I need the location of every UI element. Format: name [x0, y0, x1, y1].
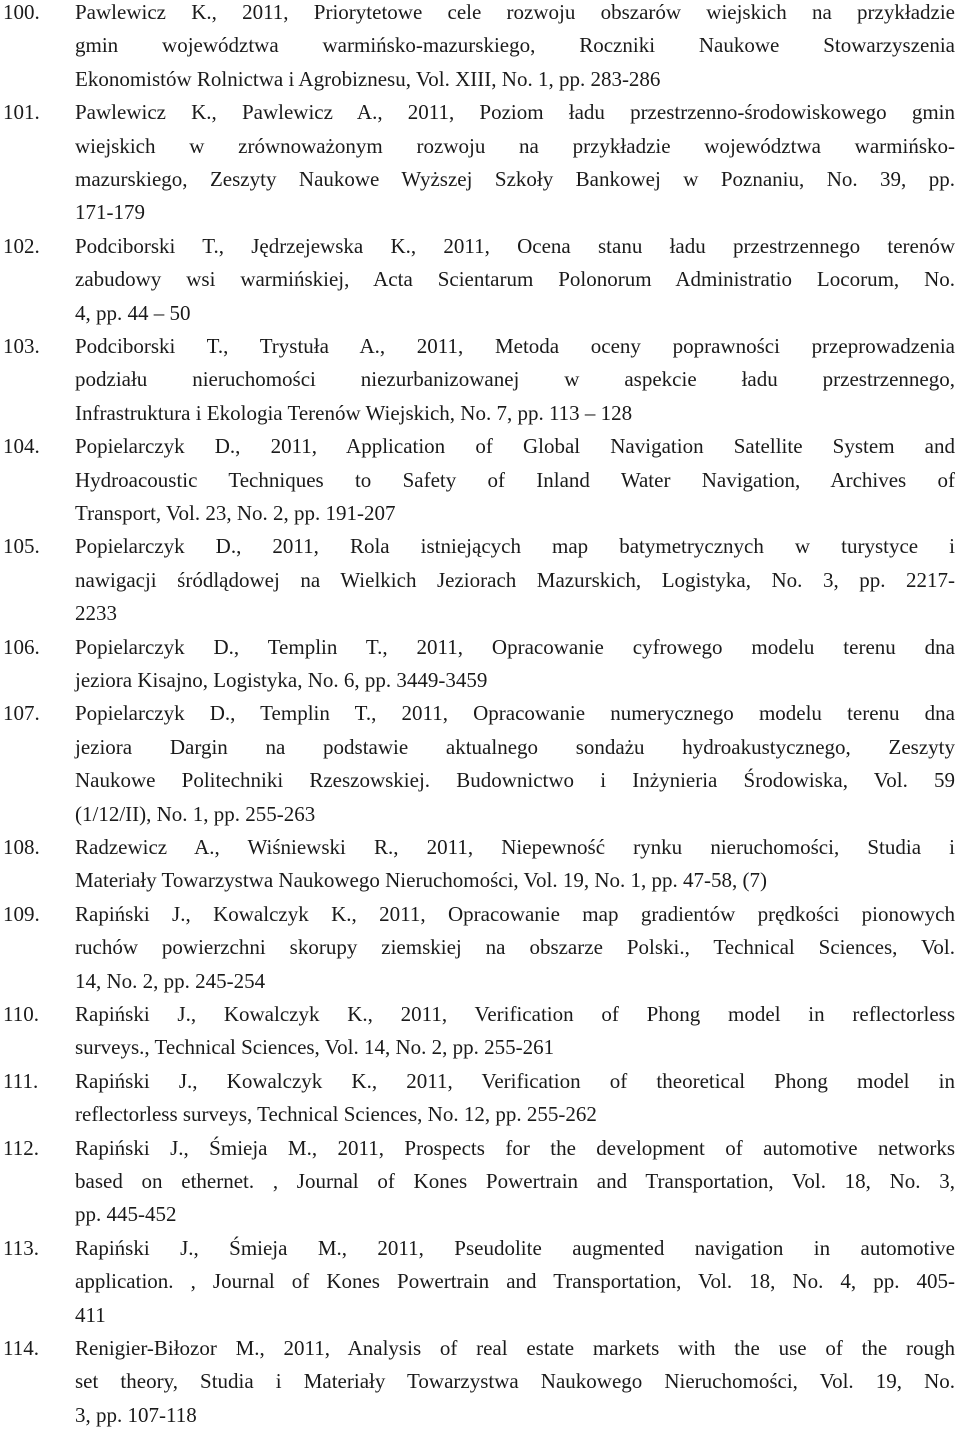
reference-number: 109. — [3, 901, 40, 926]
reference-line: set theory, Studia i Materiały Towarzystwa Naukowego Nieruchomości, Vol. 19, No. — [75, 1369, 955, 1394]
reference-number: 114. — [3, 1336, 39, 1360]
reference-line: 3, pp. 107-118 — [75, 1402, 197, 1427]
reference-line: jeziora Kisajno, Logistyka, No. 6, pp. 3449-3459 — [75, 667, 488, 692]
reference-line: jeziora Dargin na podstawie aktualnego sondażu hydroakustycznego, Zeszyty — [75, 734, 955, 759]
reference-text — [75, 898, 955, 998]
reference-number: 102. — [3, 233, 40, 258]
reference-text — [75, 230, 955, 330]
reference-line: Hydroacoustic Techniques to Safety of Inland Water Navigation, Archives of — [75, 467, 955, 492]
reference-line: Popielarczyk D., Templin T., 2011, Opracowanie numerycznego modelu terenu dna — [75, 701, 955, 726]
reference-line: application. , Journal of Kones Powertrain and Transportation, Vol. 18, No. 4, pp. 405- — [75, 1269, 955, 1294]
reference-number: 100. — [3, 0, 40, 24]
reference-line: Radzewicz A., Wiśniewski R., 2011, Niepewność rynku nieruchomości, Studia i — [75, 835, 955, 859]
reference-line: Podciborski T., Trystuła A., 2011, Metoda oceny poprawności przeprowadzenia — [75, 334, 955, 358]
reference-line: 2233 — [75, 601, 117, 626]
reference-number: 103. — [3, 334, 40, 358]
reference-text — [75, 430, 955, 530]
reference-number: 113. — [3, 1235, 39, 1260]
reference-line: nawigacji śródlądowej na Wielkich Jeziorach Mazurskich, Logistyka, No. 3, pp. 2217- — [75, 567, 955, 592]
reference-line: Materiały Towarzystwa Naukowego Nieruchomości, Vol. 19, No. 1, pp. 47-58, (7) — [75, 868, 767, 893]
reference-text — [75, 1232, 955, 1332]
reference-line: zabudowy wsi warmińskiej, Acta Scientarum Polonorum Administratio Locorum, No. — [75, 267, 955, 292]
reference-text — [75, 831, 955, 898]
reference-text — [75, 1132, 955, 1232]
reference-line: Popielarczyk D., 2011, Rola istniejących map batymetrycznych w turystyce i — [75, 534, 955, 559]
reference-line: reflectorless surveys, Technical Sciences, No. 12, pp. 255-262 — [75, 1102, 597, 1127]
reference-line: Popielarczyk D., Templin T., 2011, Opracowanie cyfrowego modelu terenu dna — [75, 634, 955, 659]
reference-text — [75, 1332, 955, 1432]
reference-line: ruchów powierzchni skorupy ziemskiej na obszarze Polski., Technical Sciences, Vol. — [75, 935, 955, 960]
reference-line: Pawlewicz K., 2011, Priorytetowe cele rozwoju obszarów wiejskich na przykładzie — [75, 0, 955, 24]
reference-line: Naukowe Politechniki Rzeszowskiej. Budownictwo i Inżynieria Środowiska, Vol. 59 — [75, 768, 955, 793]
reference-number: 111. — [3, 1068, 39, 1093]
reference-number: 107. — [3, 701, 40, 726]
reference-number: 112. — [3, 1135, 39, 1160]
reference-line: Pawlewicz K., Pawlewicz A., 2011, Poziom ładu przestrzenno-środowiskowego gmin — [75, 100, 955, 125]
reference-line: 411 — [75, 1302, 106, 1327]
reference-number: 108. — [3, 835, 40, 859]
reference-line: 4, pp. 44 – 50 — [75, 300, 191, 325]
reference-number: 105. — [3, 534, 40, 559]
reference-line: surveys., Technical Sciences, Vol. 14, No. 2, pp. 255-261 — [75, 1035, 555, 1060]
reference-text — [75, 1065, 955, 1132]
reference-line: 14, No. 2, pp. 245-254 — [75, 968, 266, 993]
reference-text — [75, 697, 955, 831]
reference-line: 171-179 — [75, 200, 145, 225]
reference-number: 110. — [3, 1002, 39, 1026]
reference-line: pp. 445-452 — [75, 1202, 177, 1227]
reference-text — [75, 0, 955, 96]
reference-line: Popielarczyk D., 2011, Application of Global Navigation Satellite System and — [75, 434, 955, 459]
reference-line: Rapiński J., Kowalczyk K., 2011, Verification of Phong model in reflectorless — [75, 1002, 955, 1026]
reference-number: 106. — [3, 634, 40, 659]
reference-line: (1/12/II), No. 1, pp. 255-263 — [75, 801, 316, 826]
reference-number: 101. — [3, 100, 40, 125]
reference-line: podziału nieruchomości niezurbanizowanej w aspekcie ładu przestrzennego, — [75, 367, 955, 392]
reference-text — [75, 330, 955, 430]
reference-line: Podciborski T., Jędrzejewska K., 2011, Ocena stanu ładu przestrzennego terenów — [75, 233, 955, 258]
reference-line: Ekonomistów Rolnictwa i Agrobiznesu, Vol. XIII, No. 1, pp. 283-286 — [75, 66, 661, 91]
reference-number: 104. — [3, 434, 40, 459]
reference-line: Infrastruktura i Ekologia Terenów Wiejskich, No. 7, pp. 113 – 128 — [75, 400, 633, 425]
reference-line: mazurskiego, Zeszyty Naukowe Wyższej Szkoły Bankowej w Poznaniu, No. 39, pp. — [75, 166, 955, 191]
reference-text — [75, 530, 955, 630]
reference-line: gmin województwa warmińsko-mazurskiego, Roczniki Naukowe Stowarzyszenia — [75, 33, 955, 58]
reference-line: Rapiński J., Kowalczyk K., 2011, Opracowanie map gradientów prędkości pionowych — [75, 901, 955, 926]
reference-line: Renigier-Biłozor M., 2011, Analysis of real estate markets with the use of the rough — [75, 1336, 955, 1360]
reference-line: based on ethernet. , Journal of Kones Powertrain and Transportation, Vol. 18, No. 3, — [75, 1168, 955, 1193]
reference-line: Rapiński J., Śmieja M., 2011, Pseudolite augmented navigation in automotive — [75, 1235, 955, 1260]
reference-text — [75, 998, 955, 1065]
reference-line: Rapiński J., Śmieja M., 2011, Prospects for the development of automotive networks — [75, 1135, 955, 1160]
reference-text — [75, 631, 955, 698]
reference-line: Rapiński J., Kowalczyk K., 2011, Verification of theoretical Phong model in — [75, 1068, 955, 1093]
reference-line: Transport, Vol. 23, No. 2, pp. 191-207 — [75, 500, 396, 525]
reference-text — [75, 96, 955, 230]
reference-line: wiejskich w zrównoważonym rozwoju na przykładzie województwa warmińsko- — [75, 133, 955, 158]
